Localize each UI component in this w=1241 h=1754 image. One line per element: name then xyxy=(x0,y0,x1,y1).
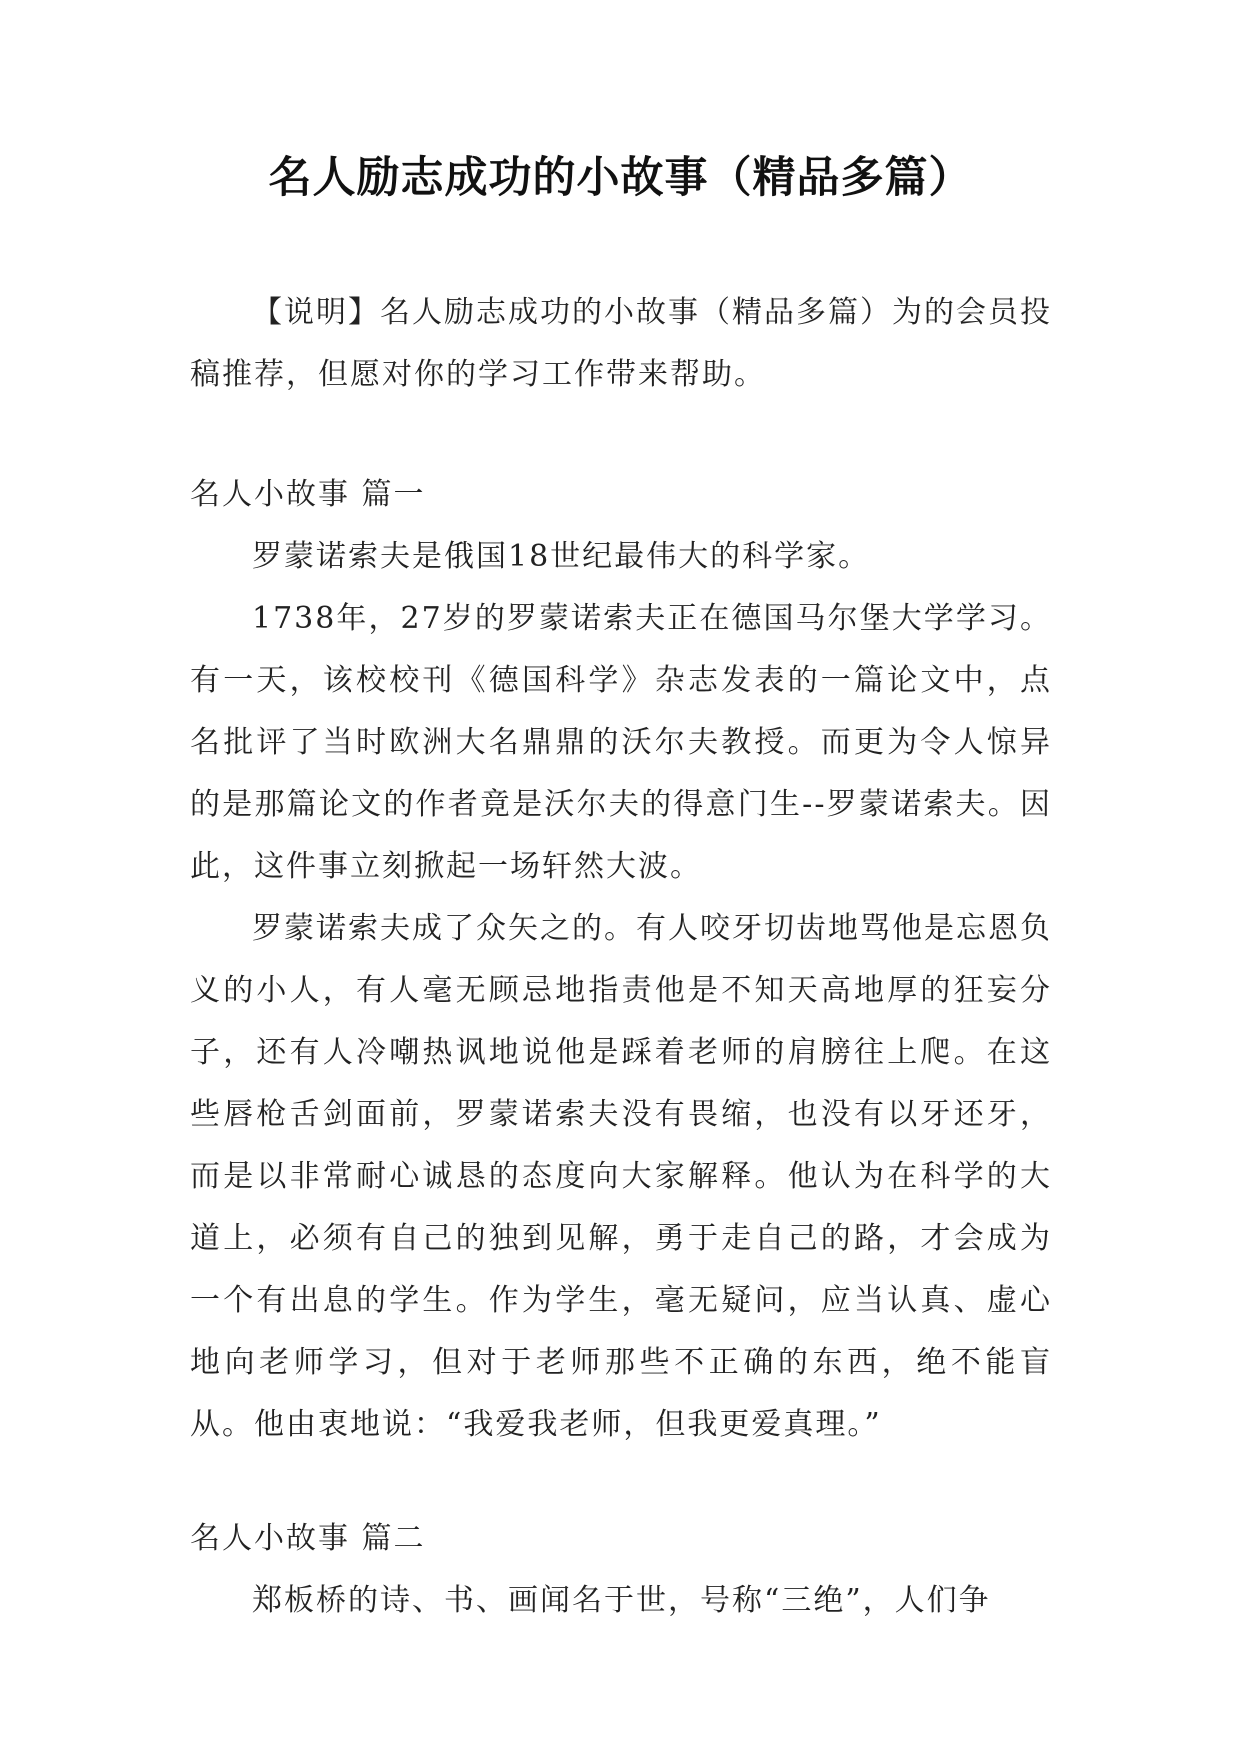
section-1-paragraph-1: 罗蒙诺索夫是俄国18世纪最伟大的科学家。 xyxy=(252,539,871,574)
section-2-paragraph-1: 郑板桥的诗、书、画闻名于世，号称“三绝”，人们争 xyxy=(252,1583,991,1618)
section-1-paragraph-2: 1738年，27岁的罗蒙诺索夫正在德国马尔堡大学学习。有一天，该校校刊《德国科学》杂志发表的一篇论文中，点名批评了当时欧洲大名鼎鼎的沃尔夫教授。而更为令人惊异的是那篇论文的作者竟是沃尔夫的得意门生--罗蒙诺索夫。因此，这件事立刻掀起一场轩然大波。 xyxy=(190,601,1052,884)
section-heading-2: 名人小故事 篇二 xyxy=(190,1521,426,1556)
document-body xyxy=(190,282,1052,1632)
intro-paragraph: 【说明】名人励志成功的小故事（精品多篇）为的会员投稿推荐，但愿对你的学习工作带来帮助。 xyxy=(190,295,1052,392)
section-1-paragraph-3: 罗蒙诺索夫成了众矢之的。有人咬牙切齿地骂他是忘恩负义的小人，有人毫无顾忌地指责他是不知天高地厚的狂妄分子，还有人冷嘲热讽地说他是踩着老师的肩膀往上爬。在这些唇枪舌剑面前，罗蒙诺索夫没有畏缩，也没有以牙还牙，而是以非常耐心诚恳的态度向大家解释。他认为在科学的大道上，必须有自己的独到见解，勇于走自己的路，才会成为一个有出息的学生。作为学生，毫无疑问，应当认真、虚心地向老师学习，但对于老师那些不正确的东西，绝不能盲从。他由衷地说：“我爱我老师，但我更爱真理。” xyxy=(190,911,1052,1442)
section-heading-1: 名人小故事 篇一 xyxy=(190,477,426,512)
document-title: 名人励志成功的小故事（精品多篇） xyxy=(268,153,973,203)
